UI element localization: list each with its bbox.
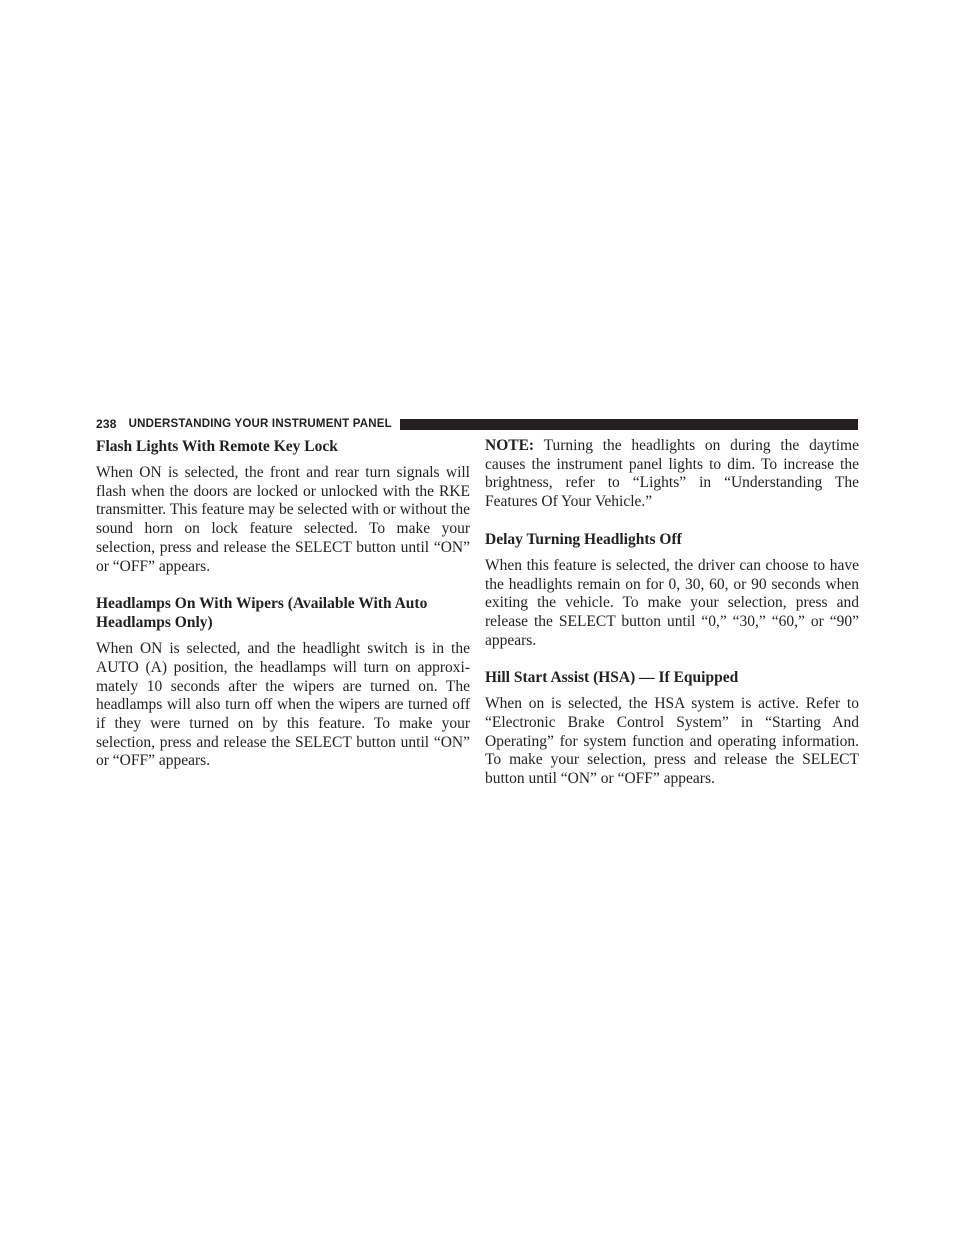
hill-start-heading: Hill Start Assist (HSA) — If Equipped [485,669,739,687]
running-header [96,417,858,431]
header-rule [400,419,858,430]
delay-headlights-heading: Delay Turning Headlights Off [485,530,682,548]
left-column [96,437,470,780]
delay-headlights-body: When this feature is selected, the driver can choose to have the headlights remain on for 0, 30, 60, or 90 seconds when exiting the vehicle. To make your selection, press and release the SELECT button until “0,” “30,” “60,” or “90” appears. [485,556,859,649]
note-paragraph [485,437,859,512]
flash-lights-heading: Flash Lights With Remote Key Lock [96,438,338,455]
page-number: 238 [96,417,117,431]
note-label: NOTE: [485,437,535,454]
flash-lights-body: When ON is selected, the front and rear turn signals will flash when the doors are locked or unlocked with the RKE transmitter. This feature may be selected with or without the sound horn on lock feature selected. To make your selection, press and release the SELECT button until “ON” or “OFF” appears. [96,464,470,575]
note-body: Turning the headlights on during the daytime causes the instrument panel lights to dim. To increase the brightness, refer to “Lights” in “Understanding The Features Of Your Vehicle.” [485,437,859,511]
headlamps-wipers-body: When ON is selected, and the headlight switch is in the AUTO (A) position, the headlamps will turn on approximately 10 seconds after the wipers are turned on. The headlamps will also turn off when the wipers are turned off if they were turned on by this feature. To make your selection, press and release the SELECT button until “ON” or “OFF” appears. [96,640,470,770]
section-title: UNDERSTANDING YOUR INSTRUMENT PANEL [128,418,392,430]
right-column [485,437,859,798]
headlamps-wipers-heading: Headlamps On With Wipers (Available With Auto Headlamps Only) [96,595,428,632]
hill-start-body: When on is selected, the HSA system is active. Refer to “Electronic Brake Control System” in “Starting And Operating” for system function and operating information. To make your selection, press and release the SELECT button until “ON” or “OFF” appears. [485,695,859,788]
